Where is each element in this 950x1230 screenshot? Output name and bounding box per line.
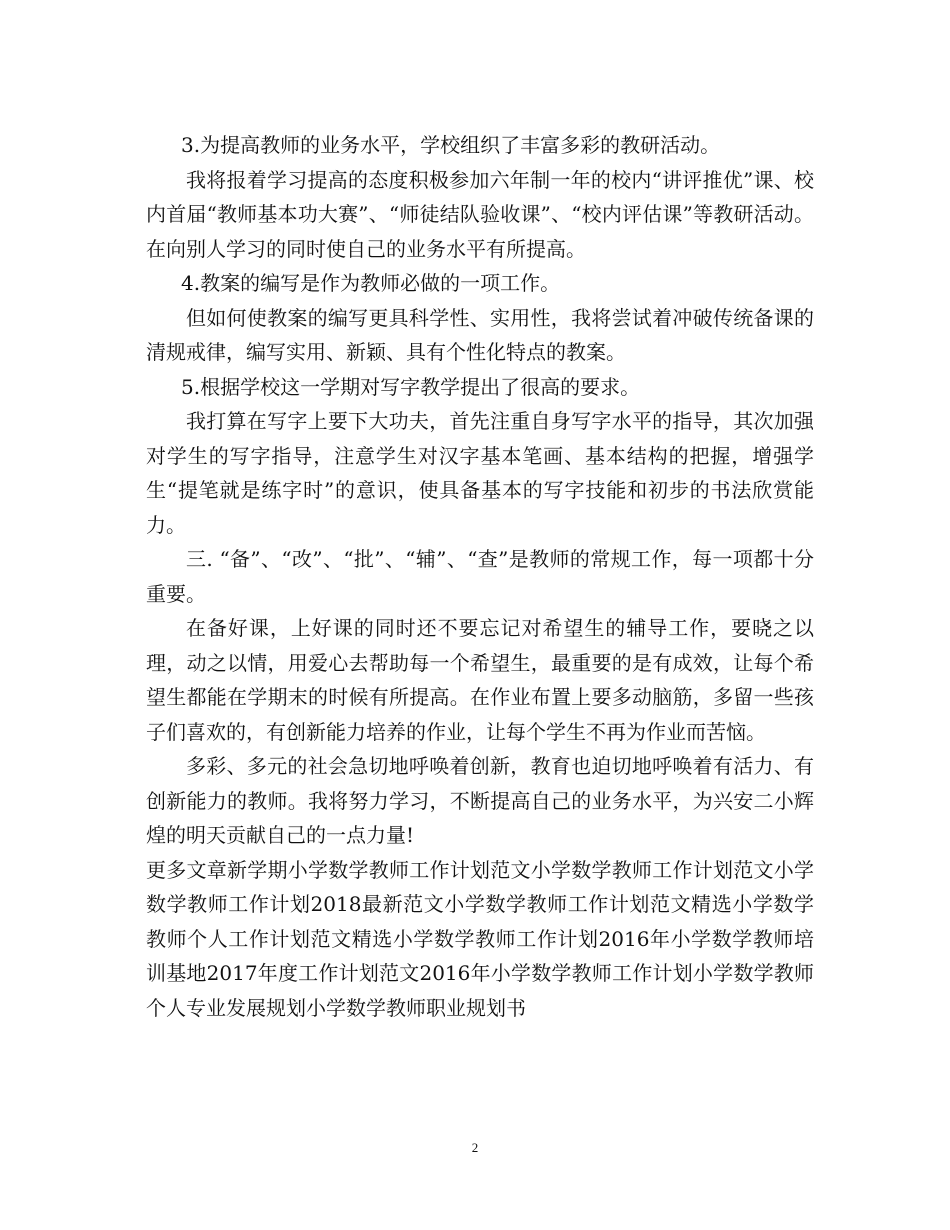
paragraph-conclusion: 多彩、多元的社会急切地呼唤着创新，教育也迫切地呼唤着有活力、有创新能力的教师。我将努力学习，不断提高自己的业务水平，为兴安二小辉煌的明天贡献自己的一点力量! [146,754,814,847]
paragraph-item-3-body: 我将报着学习提高的态度积极参加六年制一年的校内“讲评推优”课、校内首届“教师基本功大赛”、“师徒结队验收课”、“校内评估课”等教研活动。在向别人学习的同时使自己的业务水平有所提高。 [146,167,814,261]
paragraph-section-3-body: 在备好课，上好课的同时还不要忘记对希望生的辅导工作，要晓之以理，动之以情，用爱心去帮助每一个希望生，最重要的是有成效，让每个希望生都能在学期末的时候有所提高。在作业布置上要多动脑筋，多留一些孩子们喜欢的，有创新能力培养的作业，让每个学生不再为作业而苦恼。 [146,616,814,744]
more-articles-links[interactable]: 更多文章新学期小学数学教师工作计划范文小学数学教师工作计划范文小学数学教师工作计划2018最新范文小学数学教师工作计划范文精选小学数学教师个人工作计划范文精选小学数学教师工作计划2016年小学数学教师培训基地2017年度工作计划范文2016年小学数学教师工作计划小学数学教师个人专业发展规划小学数学教师职业规划书 [146,857,814,1020]
paragraph-section-3-heading: 三. “备”、“改”、“批”、“辅”、“查”是教师的常规工作，每一项都十分重要。 [146,547,814,606]
paragraph-item-4-heading: 4.教案的编写是作为教师必做的一项工作。 [181,271,561,295]
paragraph-item-5-body: 我打算在写字上要下大功夫，首先注重自身写字水平的指导，其次加强对学生的写字指导，注意学生对汉字基本笔画、基本结构的把握，增强学生“提笔就是练字时”的意识，使具备基本的写字技能和初步的书法欣赏能力。 [146,409,814,537]
paragraph-item-4-body: 但如何使教案的编写更具科学性、实用性，我将尝试着冲破传统备课的清规戒律，编写实用、新颖、具有个性化特点的教案。 [146,305,814,364]
paragraph-item-5-heading: 5.根据学校这一学期对写字教学提出了很高的要求。 [181,374,641,399]
paragraph-item-3-heading: 3.为提高教师的业务水平，学校组织了丰富多彩的教研活动。 [181,133,721,157]
document-body [146,128,814,1025]
page-number: 2 [471,1140,479,1155]
